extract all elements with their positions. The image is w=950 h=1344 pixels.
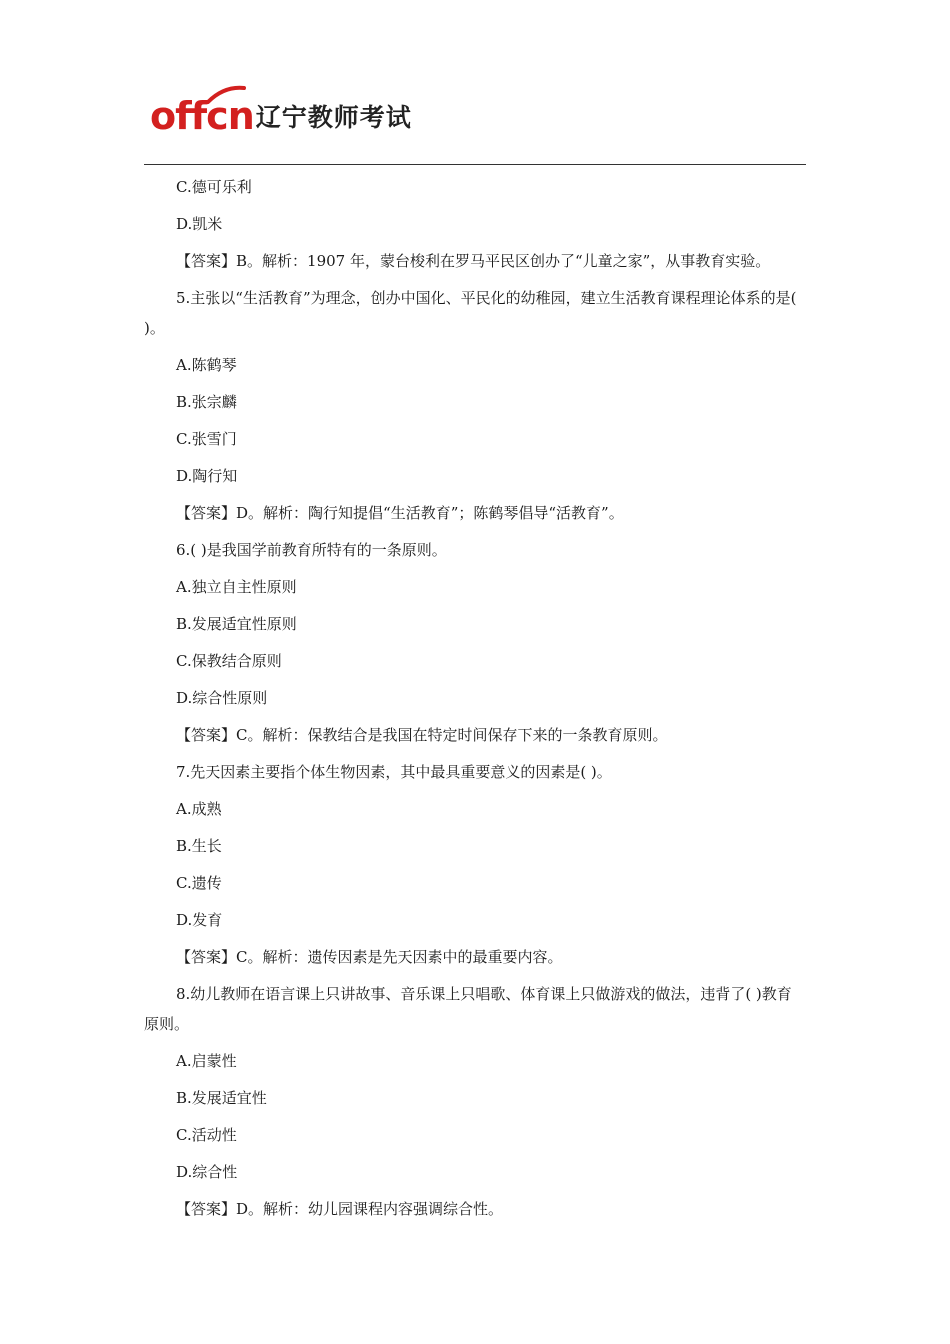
header-divider <box>144 164 806 165</box>
option-line: C.张雪门 <box>176 430 237 448</box>
option-line: C.德可乐利 <box>176 178 252 196</box>
question-line: 7.先天因素主要指个体生物因素，其中最具重要意义的因素是( )。 <box>176 763 612 781</box>
option-line: D.综合性原则 <box>176 689 268 707</box>
option-line: A.启蒙性 <box>176 1052 237 1070</box>
option-line: B.发展适宜性 <box>176 1089 267 1107</box>
option-line: D.综合性 <box>176 1163 238 1181</box>
logo-brand-text: 辽宁教师考试 <box>255 103 412 132</box>
answer-line: 【答案】D。解析：陶行知提倡“生活教育”；陈鹤琴倡导“活教育”。 <box>176 504 624 522</box>
question-line: 8.幼儿教师在语言课上只讲故事、音乐课上只唱歌、体育课上只做游戏的做法，违背了( )教育原则。 <box>144 985 792 1033</box>
answer-line: 【答案】B。解析：1907 年，蒙台梭利在罗马平民区创办了“儿童之家”，从事教育实验。 <box>176 252 771 270</box>
answer-line: 【答案】C。解析：遗传因素是先天因素中的最重要内容。 <box>176 948 563 966</box>
option-line: C.遗传 <box>176 874 222 892</box>
option-line: A.独立自主性原则 <box>176 578 297 596</box>
header-logo <box>150 86 412 136</box>
answer-line: 【答案】C。解析：保教结合是我国在特定时间保存下来的一条教育原则。 <box>176 726 668 744</box>
option-line: B.发展适宜性原则 <box>176 615 297 633</box>
option-line: D.陶行知 <box>176 467 238 485</box>
logo-swoosh-icon <box>206 84 246 104</box>
answer-line: 【答案】D。解析：幼儿园课程内容强调综合性。 <box>176 1200 504 1218</box>
document-body <box>144 172 806 1231</box>
option-line: D.凯米 <box>176 215 223 233</box>
option-line: C.活动性 <box>176 1126 237 1144</box>
option-line: B.张宗麟 <box>176 393 237 411</box>
logo-wordmark <box>150 96 254 136</box>
question-line: 5.主张以“生活教育”为理念，创办中国化、平民化的幼稚园，建立生活教育课程理论体系的是( )。 <box>144 289 797 337</box>
logo-wordmark-text: offcn <box>150 94 254 138</box>
option-line: A.陈鹤琴 <box>176 356 237 374</box>
question-line: 6.( )是我国学前教育所特有的一条原则。 <box>176 541 447 559</box>
option-line: B.生长 <box>176 837 222 855</box>
option-line: D.发育 <box>176 911 223 929</box>
option-line: C.保教结合原则 <box>176 652 282 670</box>
option-line: A.成熟 <box>176 800 222 818</box>
